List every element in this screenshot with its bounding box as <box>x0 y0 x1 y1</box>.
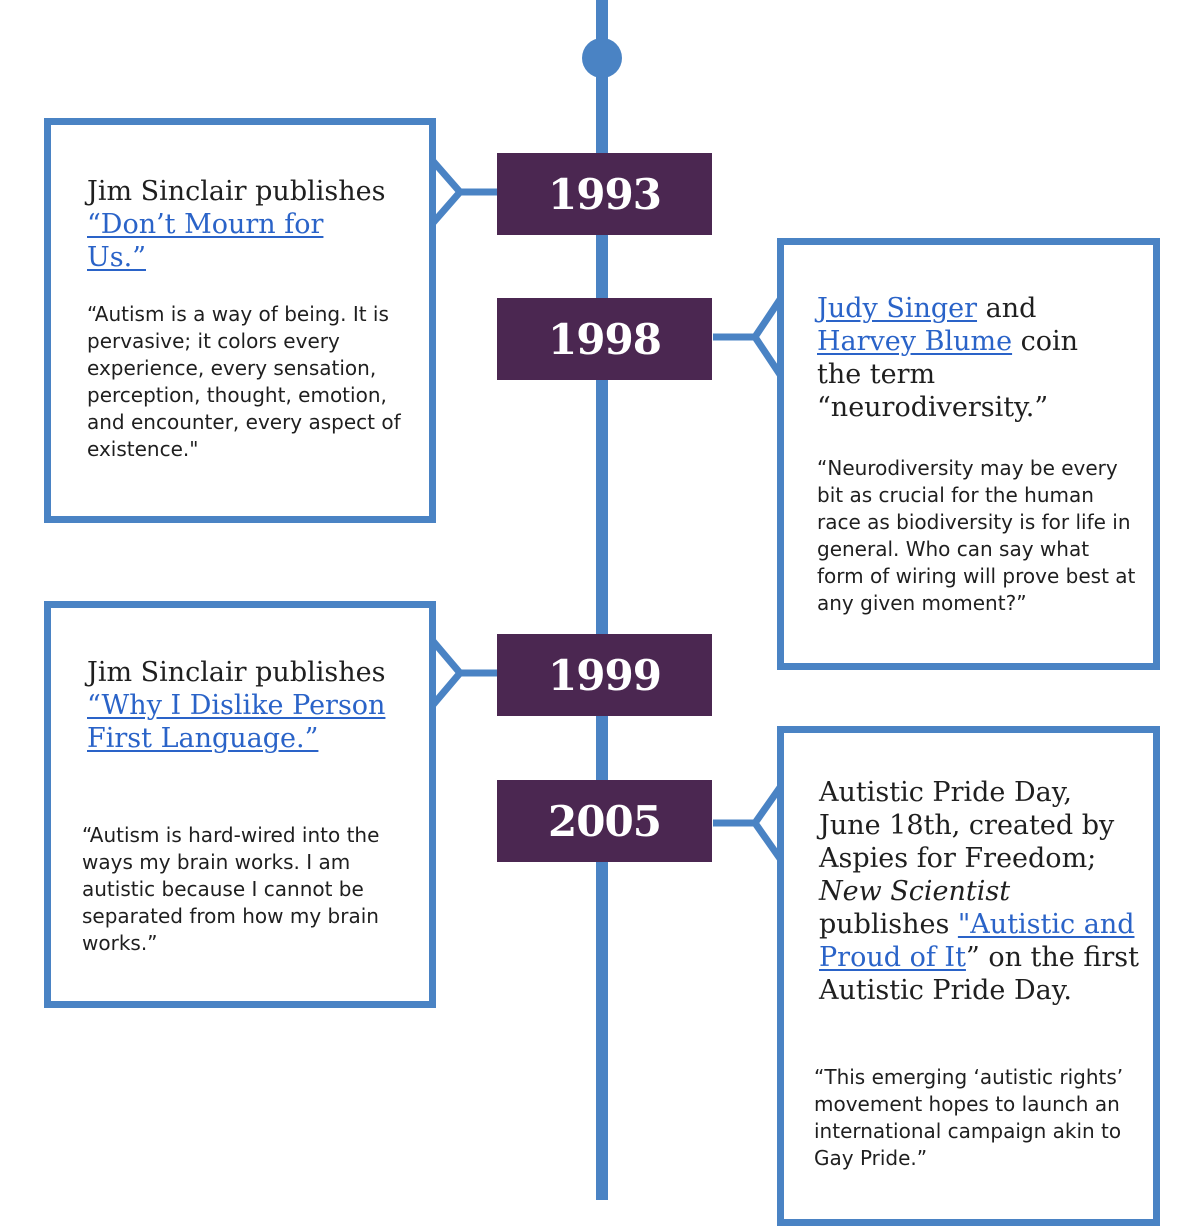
event-headline-1999: Jim Sinclair publishes “Why I Dislike Person First Language.” <box>87 657 386 754</box>
event-card-1993 <box>44 118 436 523</box>
connector-1998 <box>713 298 781 376</box>
event-quote-1998: “Neurodiversity may be every bit as crucial for the human race as biodiversity is for life in general. Who can say what form of wiring will prove best at any given moment?” <box>817 456 1136 615</box>
event-card-1998 <box>777 238 1160 670</box>
link-dont-mourn-for-us[interactable]: “Don’t Mourn for Us.” <box>87 209 324 273</box>
link-harvey-blume[interactable]: Harvey Blume <box>817 326 1013 357</box>
event-quote-1993: “Autism is a way of being. It is pervasive; it colors every experience, every sensation, perception, thought, emotion, and encounter, every aspect of existence." <box>87 302 401 461</box>
event-quote-1999: “Autism is hard-wired into the ways my brain works. I am autistic because I cannot be separated from how my brain works.” <box>82 823 380 955</box>
event-headline-1993: Jim Sinclair publishes “Don’t Mourn for Us.” <box>87 176 386 273</box>
link-why-i-dislike-person-first-language[interactable]: “Why I Dislike Person First Language.” <box>87 690 386 754</box>
link-autistic-and-proud-of-it[interactable]: "Autistic and Proud of It <box>819 909 1135 973</box>
year-box-1993: 1993 <box>497 153 712 235</box>
event-headline-2005: Autistic Pride Day, June 18th, created by Aspies for Freedom; New Scientist publishes "Autistic and Proud of It” on the first Autistic Pride Day. <box>819 777 1139 1006</box>
connector-1993 <box>432 160 500 224</box>
connector-2005 <box>713 786 781 860</box>
link-judy-singer[interactable]: Judy Singer <box>817 293 978 324</box>
year-box-1999: 1999 <box>497 634 712 716</box>
event-headline-1998: Judy Singer and Harvey Blume coin the term “neurodiversity.” <box>817 293 1079 423</box>
connector-1999 <box>432 640 500 706</box>
event-card-1999 <box>44 601 436 1008</box>
year-box-1998: 1998 <box>497 298 712 380</box>
year-box-2005: 2005 <box>497 780 712 862</box>
event-card-2005 <box>777 726 1160 1226</box>
event-quote-2005: “This emerging ‘autistic rights’ movement hopes to launch an international campaign akin to Gay Pride.” <box>814 1065 1124 1170</box>
